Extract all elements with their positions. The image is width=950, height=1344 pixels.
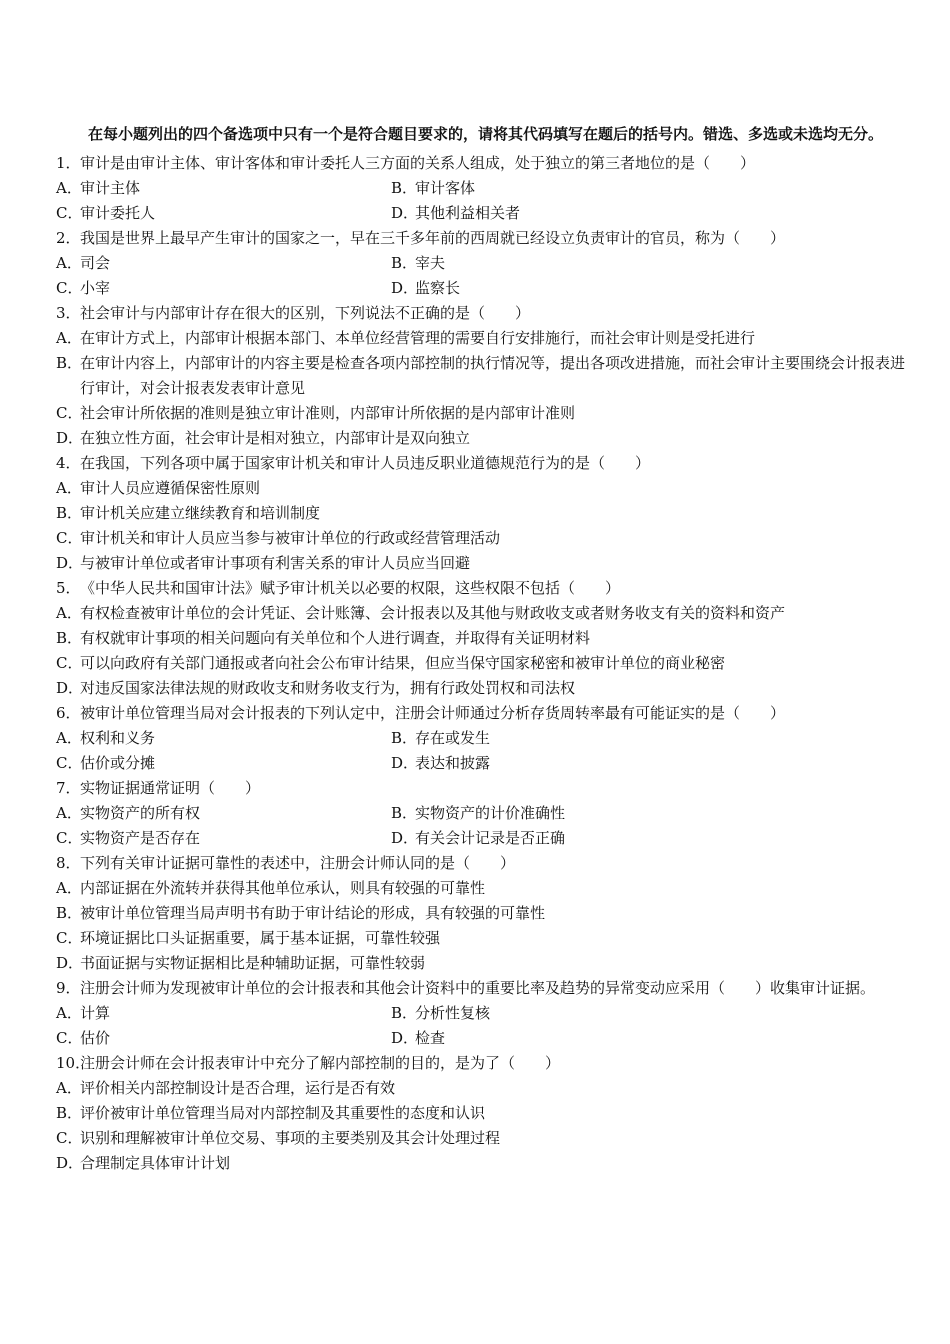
option-text: 内部证据在外流转并获得其他单位承认，则具有较强的可靠性 — [80, 879, 486, 897]
option-text: 估价或分摊 — [80, 754, 156, 772]
option-row — [56, 1026, 906, 1051]
option-label: B． — [391, 1004, 418, 1022]
option-label: C． — [56, 654, 83, 672]
option-text: 有权就审计事项的相关问题向有关单位和个人进行调查，并取得有关证明材料 — [80, 629, 591, 647]
option-row — [56, 801, 906, 826]
option — [391, 201, 726, 226]
option-text: 小宰 — [80, 279, 111, 297]
option-text: 估价 — [80, 1029, 111, 1047]
option — [391, 1001, 726, 1026]
option-label: C． — [56, 754, 83, 772]
question-number: 8． — [56, 854, 81, 872]
option-text: 实物资产的所有权 — [80, 804, 201, 822]
question-number: 9． — [56, 979, 81, 997]
option-label: C． — [56, 204, 83, 222]
option — [56, 1076, 906, 1101]
option-label: C． — [56, 929, 83, 947]
option-text: 环境证据比口头证据重要，属于基本证据，可靠性较强 — [80, 929, 441, 947]
option — [56, 401, 906, 426]
option — [56, 276, 391, 301]
option — [56, 501, 906, 526]
option — [391, 751, 726, 776]
option — [56, 326, 906, 351]
question-stem — [56, 151, 906, 176]
option-row — [56, 251, 906, 276]
option — [56, 826, 391, 851]
option — [391, 726, 726, 751]
option — [56, 201, 391, 226]
option-text: 有权检查被审计单位的会计凭证、会计账簿、会计报表以及其他与财政收支或者财务收支有关的资料和资产 — [80, 604, 786, 622]
option-row — [56, 276, 906, 301]
option-text: 计算 — [80, 1004, 111, 1022]
option-label: B． — [391, 729, 418, 747]
option — [56, 1151, 906, 1176]
option-label: A． — [56, 729, 82, 747]
question-number: 6． — [56, 704, 81, 722]
question-text: 注册会计师在会计报表审计中充分了解内部控制的目的，是为了（ ） — [80, 1054, 561, 1072]
option-row — [56, 176, 906, 201]
option-label: A． — [56, 254, 82, 272]
option — [391, 176, 726, 201]
question-stem — [56, 776, 906, 801]
instructions: 在每小题列出的四个备选项中只有一个是符合题目要求的，请将其代码填写在题后的括号内。错选、多选或未选均无分。 — [88, 125, 884, 143]
option-label: D． — [391, 829, 419, 847]
question-text: 《中华人民共和国审计法》赋予审计机关以必要的权限，这些权限不包括（ ） — [80, 579, 621, 597]
option-label: B． — [391, 254, 418, 272]
question-number: 1． — [56, 154, 81, 172]
option-label: D． — [56, 679, 84, 697]
option-text: 在审计内容上，内部审计的内容主要是检查各项内部控制的执行情况等，提出各项改进措施，而社会审计主要围绕会计报表进行审计，对会计报表发表审计意见 — [80, 354, 906, 397]
option — [56, 351, 906, 401]
option-text: 宰夫 — [415, 254, 446, 272]
question-text: 审计是由审计主体、审计客体和审计委托人三方面的关系人组成，处于独立的第三者地位的是（ ） — [80, 154, 756, 172]
exam-page — [56, 122, 906, 1176]
option-label: D． — [391, 1029, 419, 1047]
option — [391, 1026, 726, 1051]
question-text: 实物证据通常证明（ ） — [80, 779, 261, 797]
option — [56, 751, 391, 776]
option-row — [56, 826, 906, 851]
question-stem — [56, 1051, 906, 1076]
question-stem — [56, 301, 906, 326]
question-text: 在我国，下列各项中属于国家审计机关和审计人员违反职业道德规范行为的是（ ） — [80, 454, 651, 472]
question-number: 10． — [56, 1054, 91, 1072]
option — [56, 801, 391, 826]
option-label: D． — [56, 954, 84, 972]
option — [56, 426, 906, 451]
option-text: 存在或发生 — [415, 729, 491, 747]
option-label: C． — [56, 279, 83, 297]
option-label: B． — [391, 804, 418, 822]
option-text: 在独立性方面，社会审计是相对独立，内部审计是双向独立 — [80, 429, 471, 447]
option — [56, 251, 391, 276]
option-text: 检查 — [415, 1029, 446, 1047]
question-text: 我国是世界上最早产生审计的国家之一，早在三千多年前的西周就已经设立负责审计的官员，称为（ ） — [80, 229, 786, 247]
option-label: A． — [56, 804, 82, 822]
option-label: A． — [56, 1079, 82, 1097]
question-list — [56, 151, 906, 1176]
option-label: C． — [56, 404, 83, 422]
option-label: C． — [56, 1129, 83, 1147]
option — [56, 476, 906, 501]
option — [56, 676, 906, 701]
option-row — [56, 1001, 906, 1026]
question-stem — [56, 701, 906, 726]
option — [56, 1126, 906, 1151]
option-text: 审计机关和审计人员应当参与被审计单位的行政或经营管理活动 — [80, 529, 501, 547]
option-text: 在审计方式上，内部审计根据本部门、本单位经营管理的需要自行安排施行，而社会审计则是受托进行 — [80, 329, 756, 347]
question-number: 7． — [56, 779, 81, 797]
option-text: 审计客体 — [415, 179, 476, 197]
question-text: 注册会计师为发现被审计单位的会计报表和其他会计资料中的重要比率及趋势的异常变动应采用（ ）收集审计证据。 — [80, 979, 876, 997]
option-label: D． — [391, 754, 419, 772]
option — [56, 951, 906, 976]
option-text: 对违反国家法律法规的财政收支和财务收支行为，拥有行政处罚权和司法权 — [80, 679, 576, 697]
option — [56, 601, 906, 626]
option — [56, 1026, 391, 1051]
option-text: 合理制定具体审计计划 — [80, 1154, 231, 1172]
option-text: 被审计单位管理当局声明书有助于审计结论的形成，具有较强的可靠性 — [80, 904, 546, 922]
option-text: 实物资产是否存在 — [80, 829, 201, 847]
option — [56, 526, 906, 551]
option-label: A． — [56, 1004, 82, 1022]
option — [56, 551, 906, 576]
option-text: 书面证据与实物证据相比是种辅助证据，可靠性较弱 — [80, 954, 426, 972]
question-stem — [56, 451, 906, 476]
option-text: 审计人员应遵循保密性原则 — [80, 479, 261, 497]
option — [391, 276, 726, 301]
question-text: 社会审计与内部审计存在很大的区别，下列说法不正确的是（ ） — [80, 304, 531, 322]
option-text: 与被审计单位或者审计事项有利害关系的审计人员应当回避 — [80, 554, 471, 572]
option — [56, 1101, 906, 1126]
question-number: 2． — [56, 229, 81, 247]
option-label: A． — [56, 604, 82, 622]
option-label: B． — [56, 504, 83, 522]
option-label: D． — [56, 554, 84, 572]
option-text: 审计委托人 — [80, 204, 156, 222]
option — [391, 826, 726, 851]
option-label: A． — [56, 879, 82, 897]
option — [56, 926, 906, 951]
option — [56, 1001, 391, 1026]
option-text: 司会 — [80, 254, 111, 272]
question-number: 5． — [56, 579, 81, 597]
option-label: B． — [56, 904, 83, 922]
option-label: D． — [56, 429, 84, 447]
option-row — [56, 201, 906, 226]
question-text: 被审计单位管理当局对会计报表的下列认定中，注册会计师通过分析存货周转率最有可能证实的是（ ） — [80, 704, 786, 722]
option-label: B． — [56, 354, 83, 372]
option — [56, 651, 906, 676]
option-label: A． — [56, 179, 82, 197]
option-text: 权利和义务 — [80, 729, 156, 747]
option-text: 社会审计所依据的准则是独立审计准则，内部审计所依据的是内部审计准则 — [80, 404, 576, 422]
option-text: 实物资产的计价准确性 — [415, 804, 566, 822]
option-text: 表达和披露 — [415, 754, 491, 772]
question-stem — [56, 576, 906, 601]
option-text: 识别和理解被审计单位交易、事项的主要类别及其会计处理过程 — [80, 1129, 501, 1147]
option-text: 审计机关应建立继续教育和培训制度 — [80, 504, 321, 522]
option-text: 监察长 — [415, 279, 461, 297]
question-stem — [56, 226, 906, 251]
option-label: C． — [56, 1029, 83, 1047]
option-row — [56, 726, 906, 751]
option-label: B． — [391, 179, 418, 197]
option-label: A． — [56, 479, 82, 497]
question-text: 下列有关审计证据可靠性的表述中，注册会计师认同的是（ ） — [80, 854, 516, 872]
option-label: D． — [391, 204, 419, 222]
option-label: C． — [56, 829, 83, 847]
option-row — [56, 751, 906, 776]
option-text: 审计主体 — [80, 179, 141, 197]
option-label: A． — [56, 329, 82, 347]
option — [56, 901, 906, 926]
question-number: 4． — [56, 454, 81, 472]
option-label: B． — [56, 629, 83, 647]
option — [391, 801, 726, 826]
option-text: 评价被审计单位管理当局对内部控制及其重要性的态度和认识 — [80, 1104, 486, 1122]
option-label: C． — [56, 529, 83, 547]
option-text: 有关会计记录是否正确 — [415, 829, 566, 847]
option — [56, 876, 906, 901]
option-label: D． — [56, 1154, 84, 1172]
question-number: 3． — [56, 304, 81, 322]
option — [56, 176, 391, 201]
option-text: 可以向政府有关部门通报或者向社会公布审计结果，但应当保守国家秘密和被审计单位的商业秘密 — [80, 654, 726, 672]
option-text: 评价相关内部控制设计是否合理，运行是否有效 — [80, 1079, 396, 1097]
option — [391, 251, 726, 276]
option-label: B． — [56, 1104, 83, 1122]
option-text: 分析性复核 — [415, 1004, 491, 1022]
option-text: 其他利益相关者 — [415, 204, 521, 222]
option — [56, 626, 906, 651]
option-label: D． — [391, 279, 419, 297]
question-stem — [56, 851, 906, 876]
question-stem — [56, 976, 906, 1001]
option — [56, 726, 391, 751]
